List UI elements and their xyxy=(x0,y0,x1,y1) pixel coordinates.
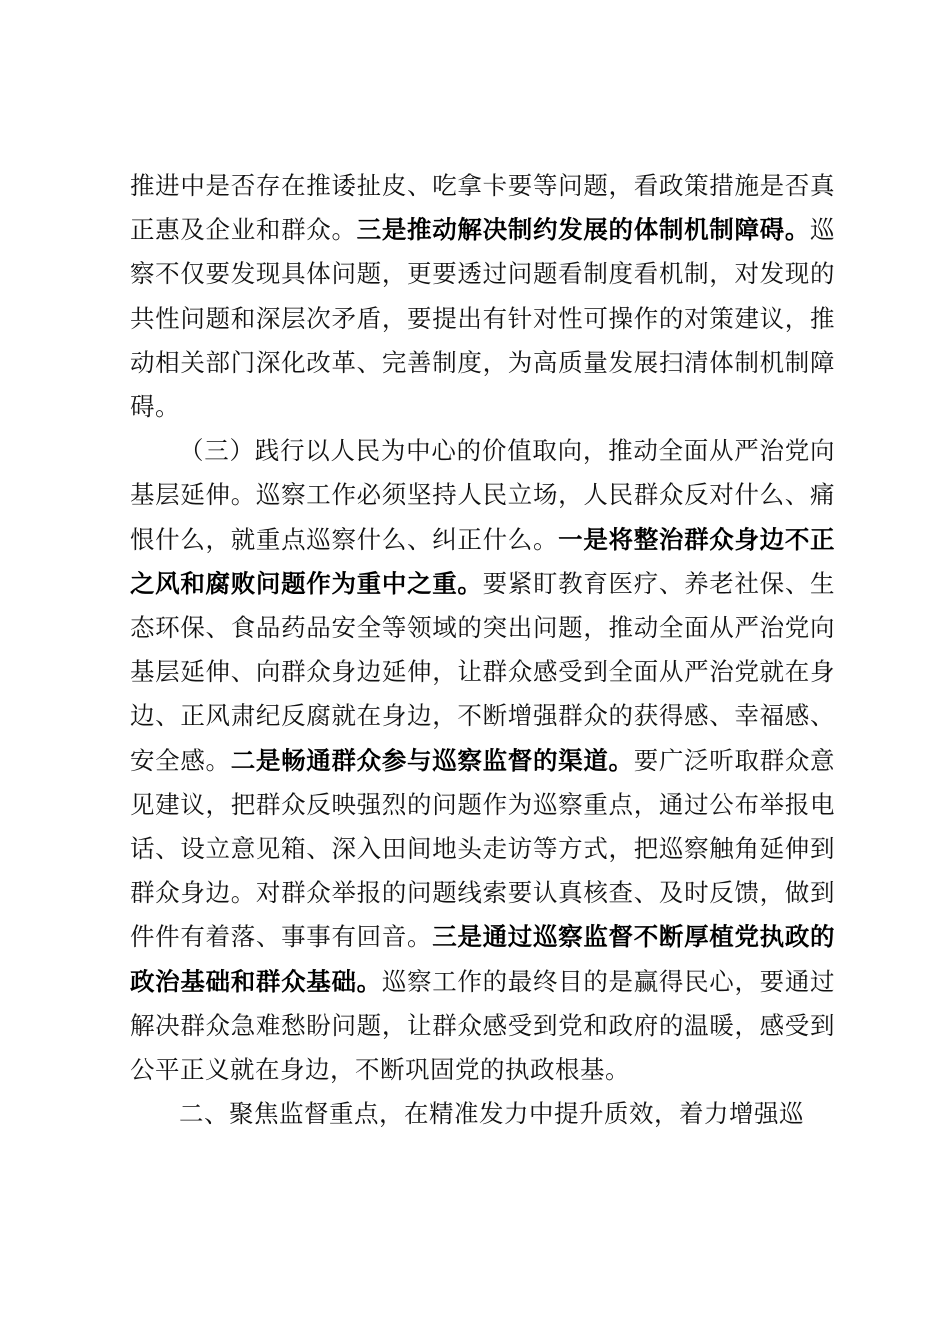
text-run: 推进中是否存在推诿扯皮、吃拿卡要等问题，看政策措施是否真正惠及企业和群众。 xyxy=(130,171,835,245)
bold-heading-run: 一是将整治群众身边不正之风和腐败问题作为重中之重。 xyxy=(130,524,836,598)
paragraph-1 xyxy=(130,164,835,429)
bold-heading-run: 二是畅通群众参与巡察监督的渠道。 xyxy=(230,745,634,775)
bold-heading-run: 三是推动解决制约发展的体制机制障碍。 xyxy=(356,215,811,245)
text-run: 要广泛听取群众意见建议，把群众反映强烈的问题作为巡察重点，通过公布举报电话、设立意见箱、深入田间地头走访等方式，把巡察触角延伸到群众身边。对群众举报的问题线索要认真核查、及时反馈，做到件件有着落、事事有回音。 xyxy=(130,745,836,952)
text-run: 巡察不仅要发现具体问题，更要透过问题看制度看机制，对发现的共性问题和深层次矛盾，要提出有针对性可操作的对策建议，推动相关部门深化改革、完善制度，为高质量发展扫清体制机制障碍。 xyxy=(130,215,836,422)
text-run: 巡察工作的最终目的是赢得民心，要通过解决群众急难愁盼问题，让群众感受到党和政府的温暖，感受到公平正义就在身边，不断巩固党的执政根基。 xyxy=(130,966,836,1085)
paragraph-2 xyxy=(130,429,835,1092)
bold-heading-run: 三是通过巡察监督不断厚植党执政的政治基础和群众基础。 xyxy=(130,922,836,996)
section-heading: 二、聚焦监督重点，在精准发力中提升质效，着力增强巡 xyxy=(179,1099,804,1129)
paragraph-3 xyxy=(130,1092,835,1136)
document-body xyxy=(130,164,835,1136)
text-run: 要紧盯教育医疗、养老社保、生态环保、食品药品安全等领域的突出问题，推动全面从严治党向基层延伸、向群众身边延伸，让群众感受到全面从严治党就在身边、正风肃纪反腐就在身边，不断增强群众的获得感、幸福感、安全感。 xyxy=(130,568,835,775)
text-run: （三）践行以人民为中心的价值取向，推动全面从严治党向基层延伸。巡察工作必须坚持人民立场，人民群众反对什么、痛恨什么，就重点巡察什么、纠正什么。 xyxy=(130,436,835,554)
